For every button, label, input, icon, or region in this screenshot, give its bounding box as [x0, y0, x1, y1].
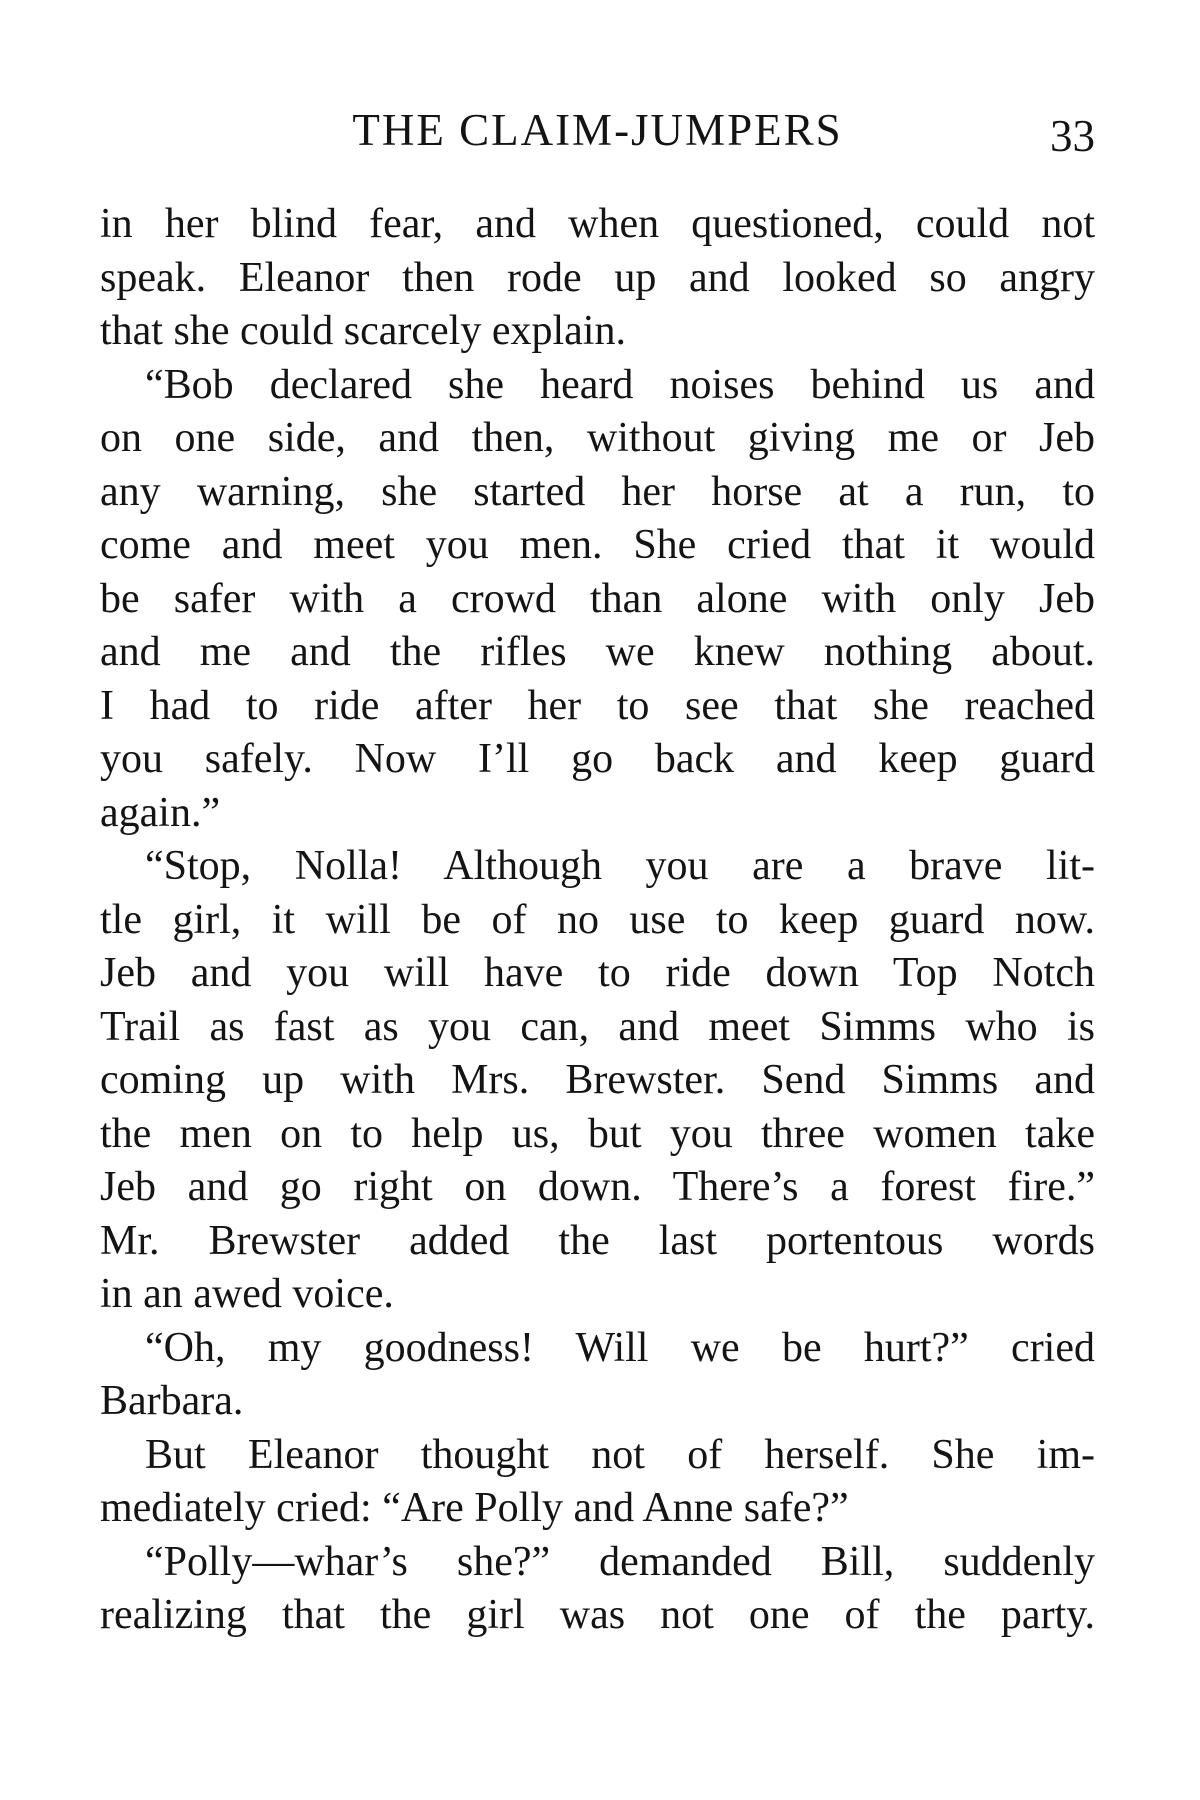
text-line: that she could scarcely explain.	[100, 308, 626, 354]
paragraph	[100, 1108, 1095, 1162]
text-line: be safer with a crowd than alone with only Jeb	[100, 575, 1095, 622]
paragraph	[100, 573, 1095, 627]
paragraph	[100, 1589, 1095, 1643]
text-line: Mr. Brewster added the last portentous words	[100, 1217, 1095, 1264]
paragraph	[100, 1322, 1095, 1376]
text-line: But Eleanor thought not of herself. She im-	[145, 1431, 1095, 1478]
paragraph	[100, 1375, 1095, 1429]
text-line: Barbara.	[100, 1378, 244, 1424]
paragraph	[100, 840, 1095, 894]
text-line: and me and the rifles we knew nothing about.	[100, 629, 1095, 675]
text-line: coming up with Mrs. Brewster. Send Simms and	[100, 1057, 1095, 1103]
text-line: tle girl, it will be of no use to keep guard now.	[100, 896, 1095, 943]
running-head: THE CLAIM-JUMPERS	[352, 105, 843, 155]
paragraph	[100, 359, 1095, 413]
paragraph	[100, 680, 1095, 734]
text-line: “Oh, my goodness! Will we be hurt?” cried	[145, 1324, 1095, 1371]
text-line: Trail as fast as you can, and meet Simms who is	[100, 1003, 1095, 1050]
text-line: any warning, she started her horse at a run, to	[100, 468, 1095, 515]
paragraph	[100, 198, 1095, 252]
paragraph	[100, 1482, 1095, 1536]
paragraph	[100, 1429, 1095, 1483]
text-line: again.”	[100, 789, 221, 836]
page-header	[100, 100, 1095, 160]
text-line: speak. Eleanor then rode up and looked so angry	[100, 254, 1095, 301]
paragraph	[100, 519, 1095, 573]
paragraph	[100, 466, 1095, 520]
paragraph	[100, 412, 1095, 466]
paragraph	[100, 894, 1095, 948]
paragraph	[100, 733, 1095, 787]
paragraph	[100, 305, 1095, 359]
text-line: I had to ride after her to see that she reached	[100, 682, 1095, 729]
text-line: Jeb and go right on down. There’s a forest fire.”	[100, 1164, 1095, 1210]
paragraph	[100, 252, 1095, 306]
paragraph	[100, 1215, 1095, 1269]
text-line: “Polly—whar’s she?” demanded Bill, suddenly	[145, 1538, 1095, 1585]
text-line: mediately cried: “Are Polly and Anne safe?”	[100, 1485, 849, 1531]
text-line: you safely. Now I’ll go back and keep guard	[100, 736, 1095, 782]
paragraph	[100, 947, 1095, 1001]
paragraph	[100, 1001, 1095, 1055]
paragraph	[100, 626, 1095, 680]
text-line: realizing that the girl was not one of the party.	[100, 1592, 1095, 1638]
text-line: in her blind fear, and when questioned, could not	[100, 201, 1095, 247]
paragraph	[100, 1161, 1095, 1215]
text-line: in an awed voice.	[100, 1271, 394, 1317]
text-line: on one side, and then, without giving me or Jeb	[100, 415, 1095, 461]
paragraph	[100, 1268, 1095, 1322]
body-text	[100, 198, 1095, 1643]
text-line: Jeb and you will have to ride down Top Notch	[100, 950, 1095, 996]
page-number: 33	[1050, 111, 1095, 161]
text-line: “Stop, Nolla! Although you are a brave lit-	[145, 843, 1095, 889]
paragraph	[100, 1536, 1095, 1590]
text-line: the men on to help us, but you three women take	[100, 1110, 1095, 1157]
text-line: come and meet you men. She cried that it would	[100, 522, 1095, 568]
paragraph	[100, 787, 1095, 841]
text-line: “Bob declared she heard noises behind us and	[145, 361, 1095, 408]
paragraph	[100, 1054, 1095, 1108]
